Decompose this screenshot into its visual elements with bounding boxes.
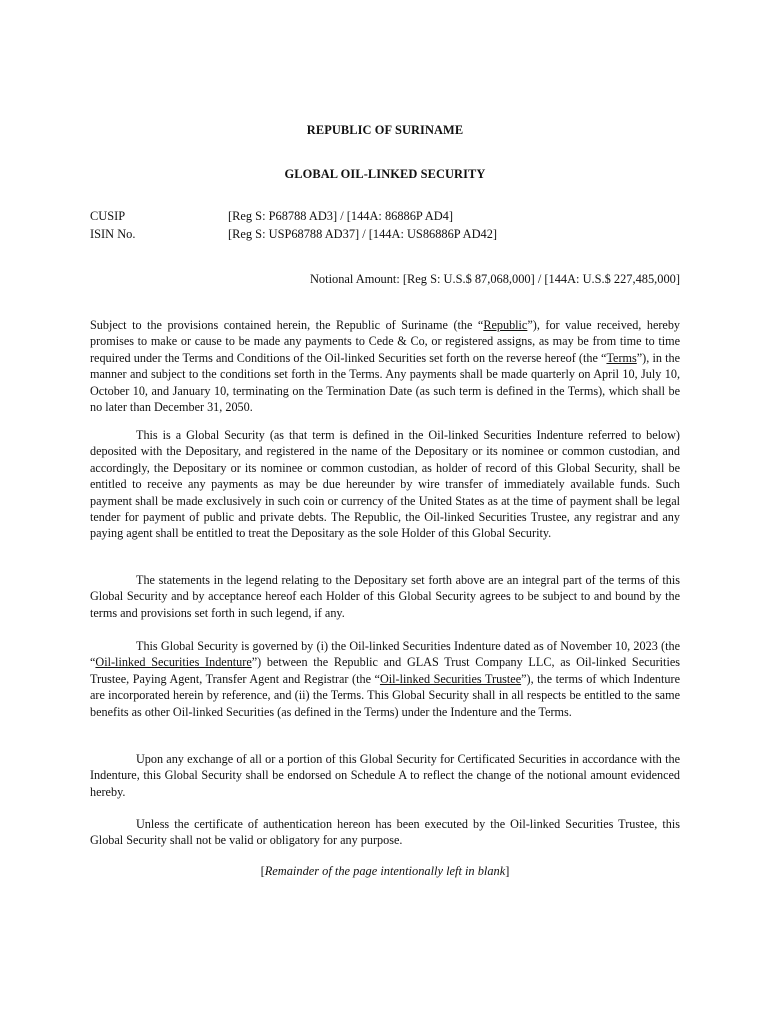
p4-text-a: This Global Security is governed by (i) the Oil-linked Securities Indenture dated as of November 10, 2023 (the “ xyxy=(90,639,680,670)
paragraph-republic-promise xyxy=(90,317,680,415)
document-title: REPUBLIC OF SURINAME xyxy=(306,123,464,137)
paragraph-exchange: Upon any exchange of all or a portion of this Global Security for Certificated Securities in accordance with the Indenture, this Global Security shall be endorsed on Schedule A to reflect the change of the notional amount evidenced hereby. xyxy=(90,752,680,799)
document-subtitle: GLOBAL OIL-LINKED SECURITY xyxy=(284,167,486,181)
p1-text-b: ”), for value received, hereby promises to make or cause to be made any payments to Cede & Co, or registered assigns, as may be from time to time required under the Terms and Conditions of the Oil-linked Securities set forth on the reverse hereof (the “ xyxy=(90,318,681,365)
remainder-open-bracket: [ xyxy=(260,864,265,878)
paragraph-global-security: This is a Global Security (as that term is defined in the Oil-linked Securities Indenture referred to below) deposited with the Depositary, and registered in the name of the Depositary or its nominee or common custodian, and accordingly, the Depositary or its nominee or common custodian, as holder of record of this Global Security, shall be entitled to receive any payments as may be due hereunder by wire transfer of immediately available funds. Such payment shall be made exclusively in such coin or currency of the United States as at the time of payment shall be legal tender for payment of public and private debts. The Republic, the Oil-linked Securities Trustee, any registrar and any paying agent shall be entitled to treat the Depositary as the sole Holder of this Global Security. xyxy=(90,428,680,541)
isin-label: ISIN No. xyxy=(90,227,136,241)
defined-term-terms: Terms xyxy=(606,350,637,365)
cusip-value: [Reg S: P68788 AD3] / [144A: 86886P AD4] xyxy=(228,209,453,223)
isin-value: [Reg S: USP68788 AD37] / [144A: US86886P AD42] xyxy=(228,227,498,241)
cusip-label: CUSIP xyxy=(90,209,126,223)
remainder-note xyxy=(0,864,770,879)
paragraph-authentication: Unless the certificate of authentication hereon has been executed by the Oil-linked Securities Trustee, this Global Security shall not be valid or obligatory for any purpose. xyxy=(90,817,680,848)
notional-amount: Notional Amount: [Reg S: U.S.$ 87,068,000] / [144A: U.S.$ 227,485,000] xyxy=(309,272,680,286)
paragraph-legend-statements: The statements in the legend relating to the Depositary set forth above are an integral part of the terms of this Global Security and by acceptance hereof each Holder of this Global Security agrees to be subject to and bound by the terms and provisions set forth in such legend, if any. xyxy=(90,573,680,620)
defined-term-indenture: Oil-linked Securities Indenture xyxy=(95,655,252,670)
defined-term-republic: Republic xyxy=(483,318,528,332)
remainder-close-bracket: ] xyxy=(505,864,510,878)
defined-term-trustee: Oil-linked Securities Trustee xyxy=(379,671,522,686)
paragraph-governed-by xyxy=(90,638,680,720)
p4-text-c: ”), the terms of which Indenture are incorporated herein by reference, and (ii) the Terms. This Global Security shall in all respects be entitled to the same benefits as other Oil-linked Securities (as defined in the Terms) under the Indenture and the Terms. xyxy=(90,671,680,719)
remainder-text: Remainder of the page intentionally left in blank xyxy=(264,864,506,878)
p1-text-c: ”), in the manner and subject to the conditions set forth in the Terms. Any payments shall be made quarterly on April 10, July 10, October 10, and January 10, terminating on the Termination Date (as such term is defined in the Terms), which shall be no later than December 31, 2050. xyxy=(90,350,680,415)
p4-text-b: ”) between the Republic and GLAS Trust Company LLC, as Oil-linked Securities Trustee, Paying Agent, Transfer Agent and Registrar (the “ xyxy=(90,655,680,686)
p1-text-a: Subject to the provisions contained herein, the Republic of Suriname (the “ xyxy=(90,318,484,332)
